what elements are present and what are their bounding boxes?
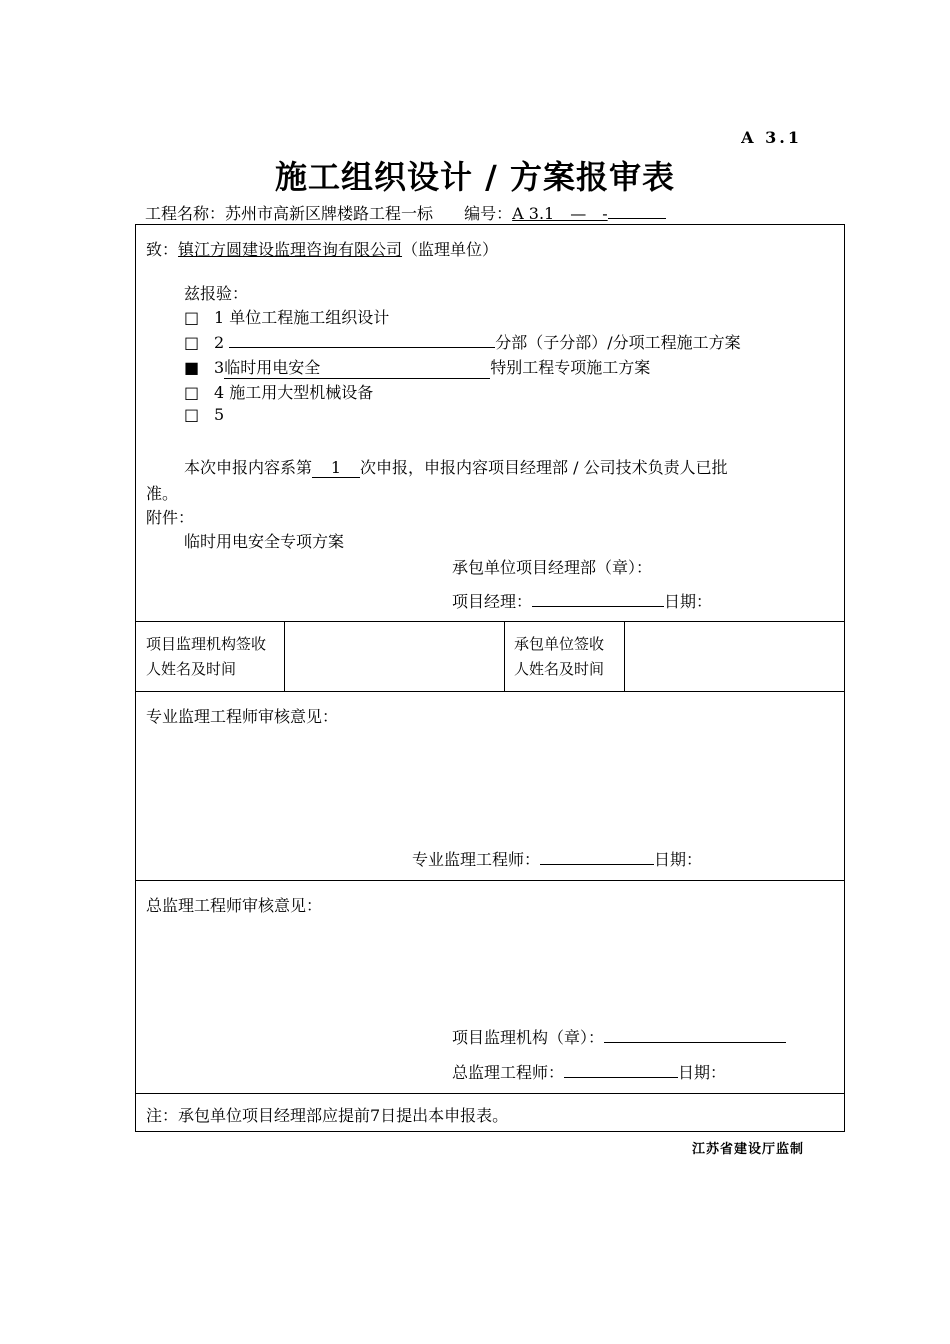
to-suffix: （监理单位） — [402, 240, 499, 259]
item-2 — [184, 330, 741, 353]
filled-checkbox-icon: ■ — [184, 358, 200, 377]
project-label: 工程名称： — [145, 204, 226, 223]
project-line — [145, 201, 666, 224]
contractor-receiver-label: 承包单位签收人姓名及时间 — [514, 635, 605, 678]
col-divider — [504, 621, 505, 691]
report-label: 兹报验： — [184, 284, 249, 303]
item-1 — [184, 305, 389, 328]
note: 注：承包单位项目经理部应提前7日提出本申报表。 — [146, 1106, 509, 1125]
form-number: A 3.1 — - — [512, 204, 608, 223]
engineer-opinion: 专业监理工程师审核意见： — [146, 707, 339, 726]
form-code: A 3.1 — [741, 128, 802, 147]
page-title: 施工组织设计 / 方案报审表 — [275, 158, 675, 196]
item-suffix: 分部（子分部）/分项工程施工方案 — [495, 333, 741, 352]
seal-blank — [604, 1027, 786, 1043]
date-label: 日期： — [654, 850, 703, 869]
supervision-seal-line — [452, 1025, 786, 1048]
number-label: 编号： — [464, 204, 513, 223]
date-label: 日期： — [678, 1063, 727, 1082]
form-table — [135, 224, 845, 1132]
col-divider — [284, 621, 285, 691]
chief-opinion: 总监理工程师审核意见： — [146, 896, 323, 915]
addressee — [146, 237, 498, 260]
item-blank — [229, 332, 495, 348]
submission-count: 1 — [312, 458, 360, 478]
checkbox-icon: □ — [184, 308, 200, 327]
project-manager-line — [452, 589, 712, 612]
attachment-label: 附件： — [146, 508, 195, 527]
item-4 — [184, 380, 373, 403]
declaration-post: 次申报，申报内容项目经理部 / 公司技术负责人已批 — [360, 458, 728, 477]
row-divider — [136, 1093, 844, 1094]
attachment-name: 临时用电安全专项方案 — [184, 532, 345, 551]
item-text: 临时用电安全 — [224, 355, 490, 379]
issuer-footer: 江苏省建设厅监制 — [691, 1142, 804, 1157]
project-name: 苏州市高新区牌楼路工程一标 — [225, 204, 434, 223]
pm-blank — [532, 591, 664, 607]
checkbox-icon: □ — [184, 333, 200, 352]
item-number: 5 — [214, 405, 225, 424]
item-3 — [184, 355, 650, 379]
chief-sign-line — [452, 1060, 726, 1083]
supervision-org: 镇江方圆建设监理咨询有限公司 — [178, 240, 403, 259]
checkbox-icon: □ — [184, 383, 200, 402]
number-blank — [608, 203, 666, 219]
item-number: 3 — [214, 358, 225, 377]
chief-sign-label: 总监理工程师： — [452, 1063, 565, 1082]
checkbox-icon: □ — [184, 405, 200, 424]
date-label: 日期： — [664, 592, 713, 611]
chief-blank — [564, 1062, 678, 1078]
item-number: 1 — [214, 308, 225, 327]
item-text: 施工用大型机械设备 — [229, 383, 374, 402]
supervision-seal-label: 项目监理机构（章）： — [452, 1028, 605, 1047]
pm-label: 项目经理： — [452, 592, 533, 611]
item-text: 单位工程施工组织设计 — [229, 308, 390, 327]
supervision-receiver-label: 项目监理机构签收人姓名及时间 — [146, 635, 267, 678]
col-divider — [624, 621, 625, 691]
contractor-seal: 承包单位项目经理部（章）： — [452, 558, 653, 577]
item-number: 4 — [214, 383, 225, 402]
item-number: 2 — [214, 333, 225, 352]
engineer-sign-line — [412, 847, 702, 870]
row-divider — [136, 880, 844, 881]
row-divider — [136, 691, 844, 692]
declaration-cont: 准。 — [146, 484, 179, 503]
engineer-blank — [540, 849, 654, 865]
item-5 — [184, 405, 224, 424]
item-suffix: 特别工程专项施工方案 — [490, 358, 651, 377]
declaration — [184, 455, 728, 478]
declaration-pre: 本次申报内容系第 — [184, 458, 313, 477]
row-divider — [136, 621, 844, 622]
engineer-sign-label: 专业监理工程师： — [412, 850, 541, 869]
to-label: 致： — [146, 240, 179, 259]
